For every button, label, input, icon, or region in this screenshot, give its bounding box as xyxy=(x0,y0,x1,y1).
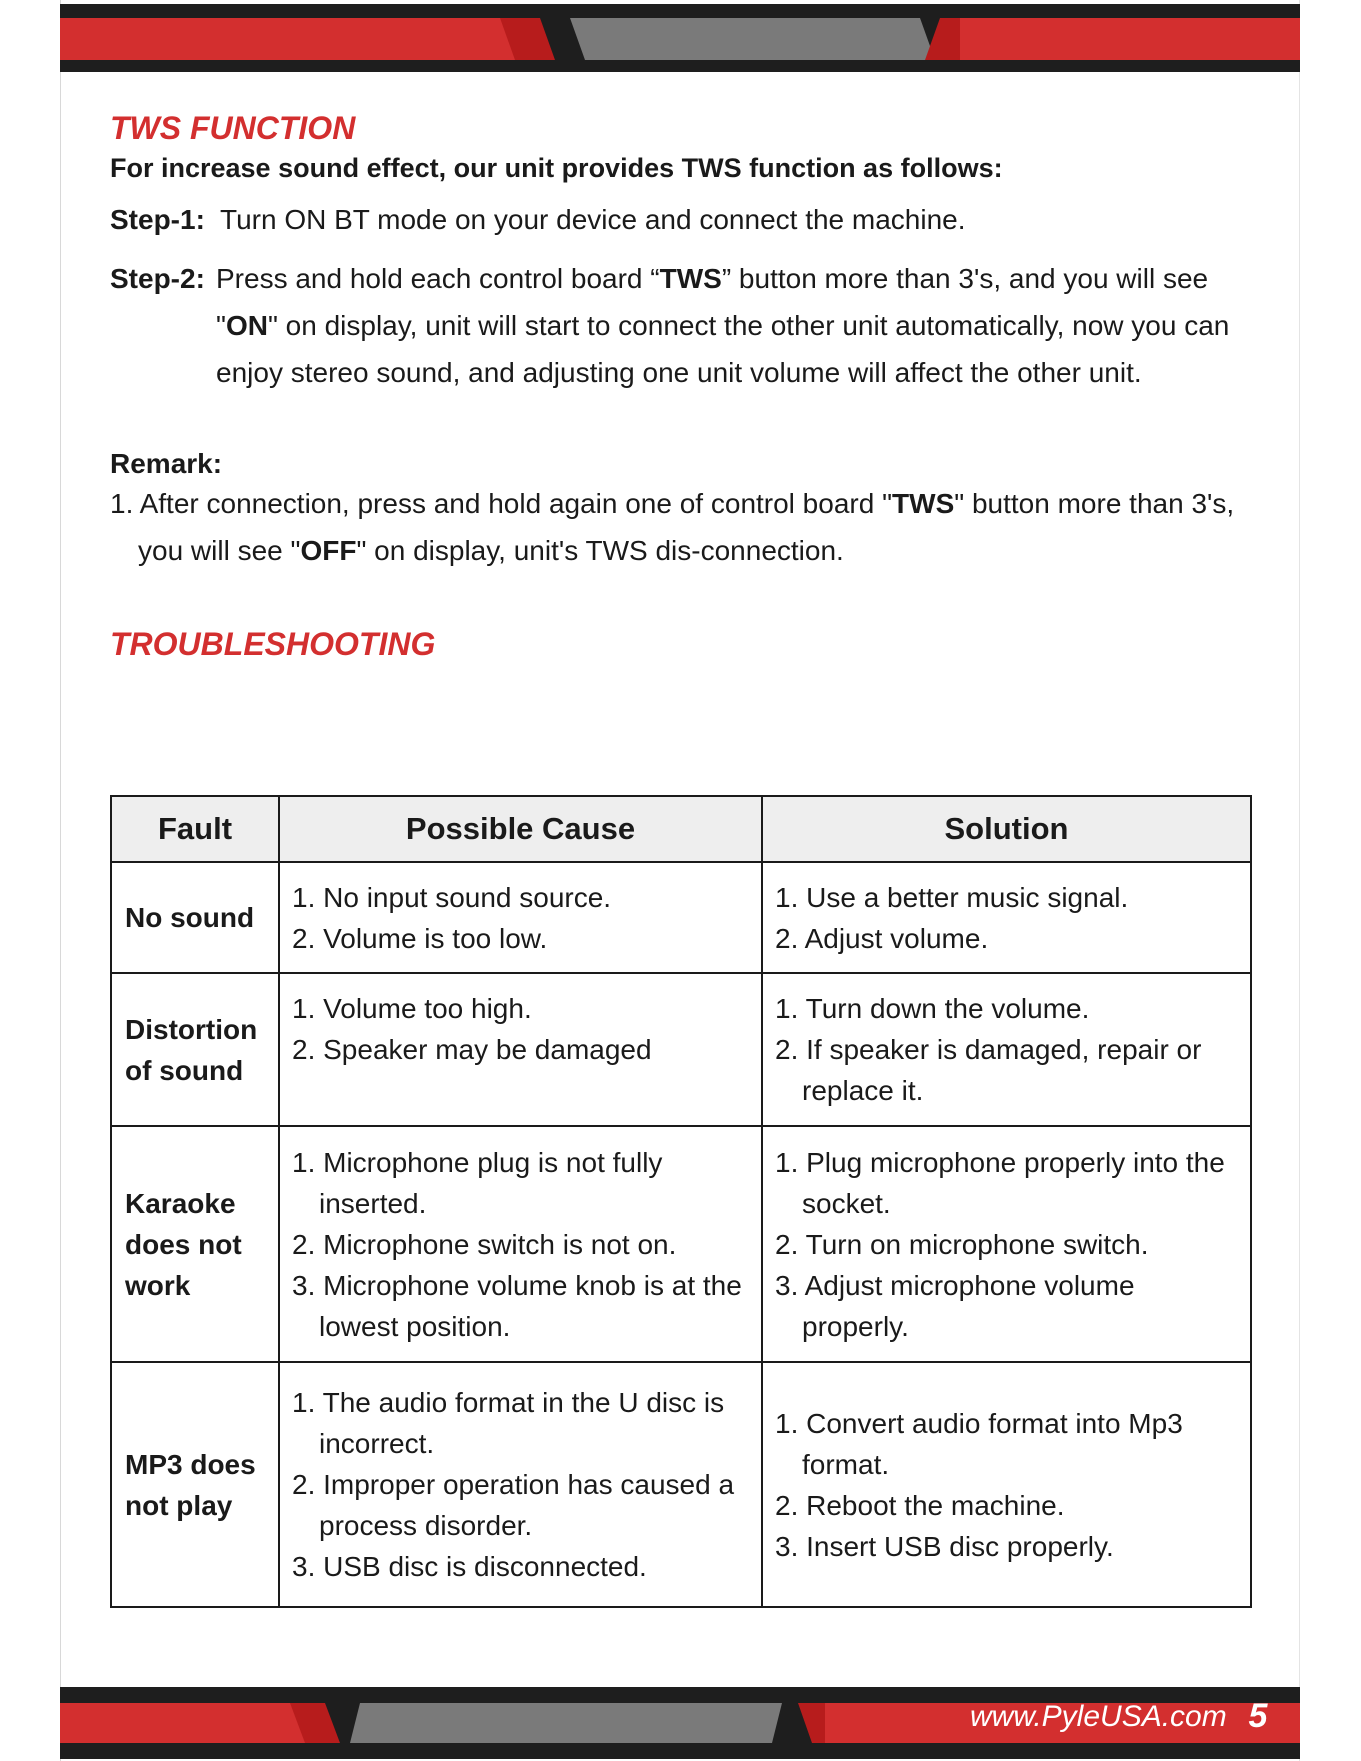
cause-item: 1. The audio format in the U disc is incorrect. xyxy=(292,1387,725,1459)
solution-cell xyxy=(762,1126,1251,1362)
footer-url: www.PyleUSA.com xyxy=(970,1700,1227,1733)
table-row xyxy=(111,1126,1251,1362)
solution-item: 1. Use a better music signal. xyxy=(775,881,1129,913)
step-1-label: Step-1: xyxy=(110,204,205,235)
remark-tws-keyword: TWS xyxy=(892,488,955,519)
solution-item: 1. Turn down the volume. xyxy=(775,993,1090,1024)
cause-item: 3. USB disc is disconnected. xyxy=(292,1551,647,1582)
cause-item: 2. Microphone switch is not on. xyxy=(292,1228,677,1260)
solution-item: 1. Plug microphone properly into the socket. xyxy=(775,1146,1225,1219)
table-row xyxy=(111,973,1251,1126)
step-2-text-a: Press and hold each control board “ xyxy=(216,263,660,294)
solution-item: 1. Convert audio format into Mp3 format. xyxy=(775,1407,1183,1480)
remark-list xyxy=(110,480,1250,574)
table-row xyxy=(111,862,1251,973)
cause-cell xyxy=(279,1126,762,1362)
troubleshooting-table xyxy=(110,795,1252,1608)
page-edge-left xyxy=(60,0,61,1761)
fault-cell: MP3 does not play xyxy=(111,1362,279,1607)
table-row xyxy=(111,1362,1251,1607)
cause-item xyxy=(292,1070,749,1111)
header-possible-cause: Possible Cause xyxy=(279,796,762,862)
tws-lead: For increase sound effect, our unit provides TWS function as follows: xyxy=(110,153,1003,183)
remark-text-a: 1. After connection, press and hold again one of control board " xyxy=(110,488,893,519)
solution-item: 3. Insert USB disc properly. xyxy=(775,1530,1114,1562)
step-2-text xyxy=(110,255,1250,396)
solution-cell xyxy=(762,1362,1251,1607)
step-2-on-keyword: ON xyxy=(225,310,268,341)
remark-heading: Remark: xyxy=(110,448,223,479)
solution-item: 2. Reboot the machine. xyxy=(775,1489,1065,1521)
cause-cell xyxy=(279,973,762,1126)
solution-item: 2. Turn on microphone switch. xyxy=(775,1228,1149,1260)
cause-item: 2. Improper operation has caused a process disorder. xyxy=(292,1469,735,1541)
step-2 xyxy=(110,255,1250,396)
remark-text-c: " on display, unit's TWS dis-connection. xyxy=(356,535,844,566)
fault-cell: No sound xyxy=(111,862,279,973)
remark-text-b: " button more than 3's, you will see " xyxy=(138,488,1235,566)
cause-item: 1. Volume too high. xyxy=(292,993,532,1024)
troubleshooting-title: TROUBLESHOOTING xyxy=(110,626,436,662)
solution-item: 2. If speaker is damaged, repair or replace it. xyxy=(775,1034,1202,1106)
step-2-tws-keyword: TWS xyxy=(659,263,722,294)
step-2-text-c: " on display, unit will start to connect the other unit automatically, now you can enjoy stereo sound, and adjusting one unit volume will affect the other unit. xyxy=(216,310,1230,388)
cause-cell xyxy=(279,862,762,973)
solution-item: 3. Adjust microphone volume properly. xyxy=(775,1269,1135,1342)
content xyxy=(110,110,1250,663)
page-number: 5 xyxy=(1248,1697,1268,1735)
header-band xyxy=(60,4,1300,72)
solution-cell xyxy=(762,973,1251,1126)
step-1 xyxy=(110,196,1250,243)
header-fault: Fault xyxy=(111,796,279,862)
step-1-text: Turn ON BT mode on your device and connect the machine. xyxy=(220,204,966,235)
cause-cell xyxy=(279,1362,762,1607)
header-solution: Solution xyxy=(762,796,1251,862)
step-2-label: Step-2: xyxy=(110,263,205,294)
page-edge-right xyxy=(1299,0,1300,1761)
cause-item: 2. Volume is too low. xyxy=(292,922,548,954)
cause-item: 1. Microphone plug is not fully inserted. xyxy=(292,1146,663,1219)
step-2-text-b: ” button more than 3's, and you will see " xyxy=(216,263,1209,341)
cause-item: 3. Microphone volume knob is at the lowest position. xyxy=(292,1269,742,1342)
table-header-row xyxy=(111,796,1251,862)
remark-off-keyword: OFF xyxy=(300,535,357,566)
remark-item xyxy=(110,480,1250,574)
tws-title: TWS FUNCTION xyxy=(110,110,356,146)
cause-item: 2. Speaker may be damaged xyxy=(292,1034,652,1065)
cause-item: 1. No input sound source. xyxy=(292,881,612,913)
fault-cell: Karaoke does not work xyxy=(111,1126,279,1362)
fault-cell: Distortion of sound xyxy=(111,973,279,1126)
solution-item: 2. Adjust volume. xyxy=(775,922,989,954)
solution-cell xyxy=(762,862,1251,973)
